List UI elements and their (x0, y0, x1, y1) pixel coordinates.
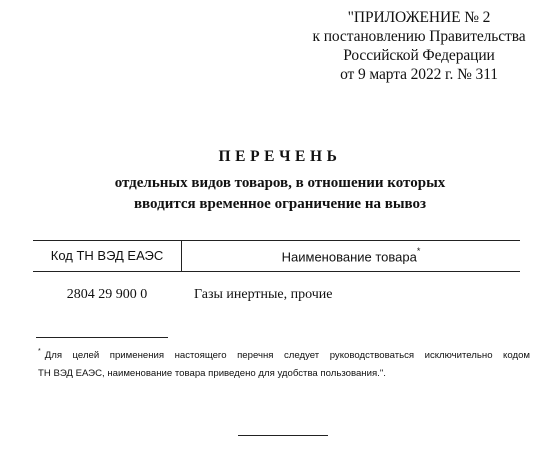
footnote (38, 347, 530, 382)
subtitle-line-2: вводится временное ограничение на вывоз (133, 196, 427, 212)
footnote-mark: * (38, 348, 41, 355)
appendix-government: Российской Федерации (343, 47, 495, 64)
footnote-text-1: Для целей применения настоящего перечня следует руководствоваться исключительно кодом (44, 350, 530, 361)
table-header-footnote-mark: * (416, 246, 421, 256)
document-subtitle (0, 173, 560, 215)
footnote-line-2: ТН ВЭД ЕАЭС, наименование товара приведено для удобства пользования.". (38, 368, 386, 379)
subtitle-line-1: отдельных видов товаров, в отношении которых (114, 175, 446, 191)
appendix-header (290, 8, 548, 84)
table-top-border (33, 240, 520, 241)
end-separator (238, 435, 328, 436)
footnote-line-1 (38, 347, 530, 365)
footnote-separator (36, 337, 168, 338)
table-header-bottom-border (33, 271, 520, 272)
document-title: ПЕРЕЧЕНЬ (218, 148, 342, 165)
table-header-name (182, 248, 520, 264)
appendix-resolution: к постановлению Правительства (312, 28, 526, 45)
table-header-name-label: Наименование товара (281, 249, 417, 265)
appendix-title: "ПРИЛОЖЕНИЕ № 2 (347, 9, 491, 26)
table-row-code: 2804 29 900 0 (66, 287, 148, 302)
table-row-name: Газы инертные, прочие (194, 287, 333, 302)
appendix-date-number: от 9 марта 2022 г. № 311 (340, 66, 498, 83)
table-header-code: Код ТН ВЭД ЕАЭС (50, 248, 164, 263)
